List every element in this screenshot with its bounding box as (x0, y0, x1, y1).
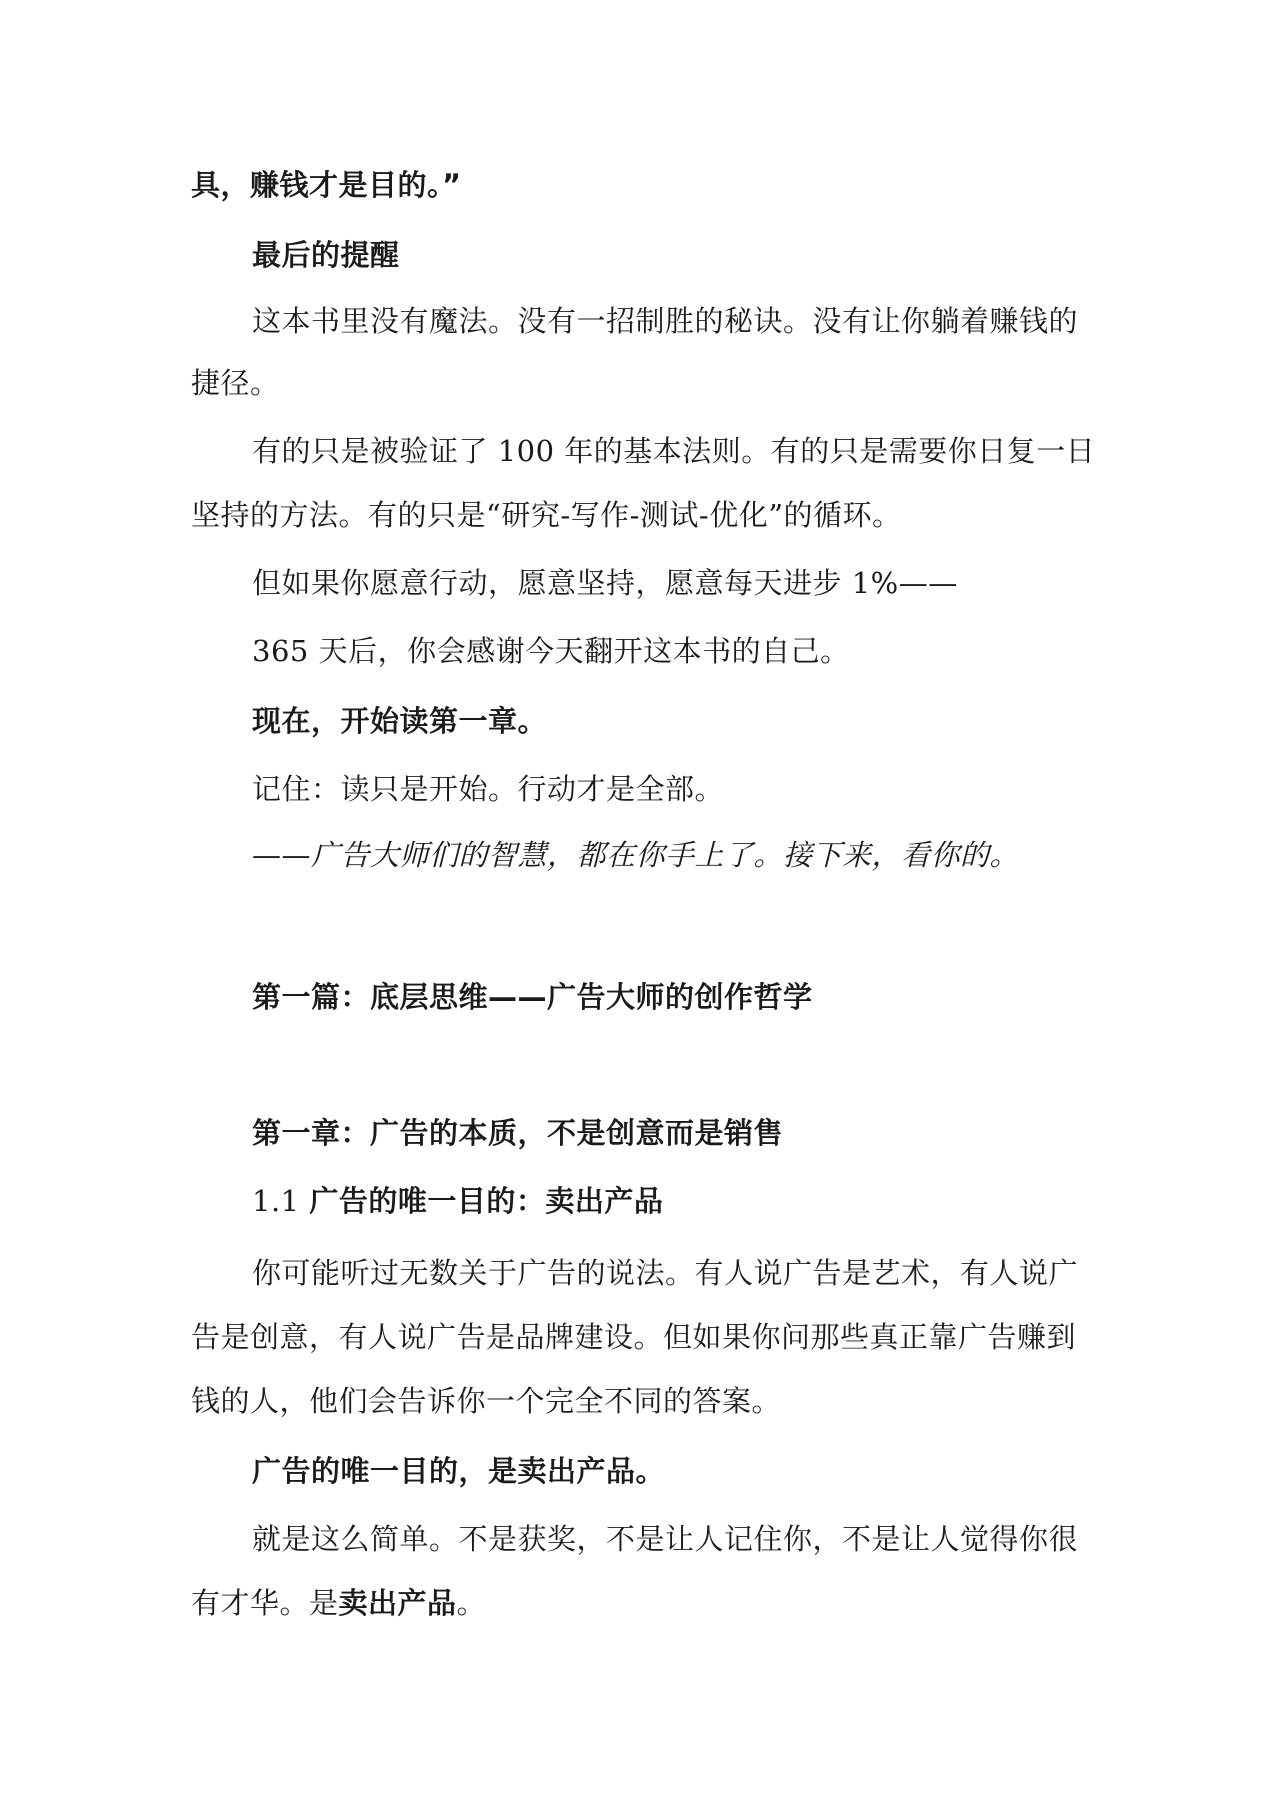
paragraph-line: 但如果你愿意行动，愿意坚持，愿意每天进步 1%—— (252, 566, 958, 600)
paragraph-line: 具，赚钱才是目的。” (191, 168, 462, 202)
paragraph-line: 就是这么简单。不是获奖，不是让人记住你，不是让人觉得你很 (252, 1522, 1079, 1556)
paragraph-line: 记住：读只是开始。行动才是全部。 (252, 772, 725, 806)
emphasis-line: 广告的唯一目的，是卖出产品。 (252, 1454, 666, 1488)
paragraph-line: 坚持的方法。有的只是“研究-写作-测试-优化”的循环。 (191, 498, 902, 532)
paragraph-line: 365 天后，你会感谢今天翻开这本书的自己。 (252, 634, 850, 668)
subsection-heading (252, 1180, 663, 1222)
paragraph-line: 有的只是被验证了 100 年的基本法则。有的只是需要你日复一日 (252, 434, 1096, 468)
paragraph-line: 你可能听过无数关于广告的说法。有人说广告是艺术，有人说广 (252, 1256, 1079, 1290)
chapter-heading: 第一章：广告的本质，不是创意而是销售 (252, 1116, 784, 1150)
emphasis-line: 现在，开始读第一章。 (252, 704, 548, 738)
subsection-title: 广告的唯一目的：卖出产品 (309, 1184, 664, 1218)
closing-quote: ——广告大师们的智慧，都在你手上了。接下来，看你的。 (252, 838, 1020, 872)
paragraph-line: 这本书里没有魔法。没有一招制胜的秘诀。没有让你躺着赚钱的 (252, 304, 1079, 338)
text-run: 有才华。是 (191, 1586, 339, 1620)
subsection-number: 1.1 (252, 1184, 310, 1218)
section-heading: 最后的提醒 (252, 238, 400, 272)
text-run: 。 (456, 1586, 487, 1620)
bold-run: 卖出产品 (338, 1586, 457, 1620)
paragraph-line (191, 1582, 486, 1624)
part-heading: 第一篇：底层思维——广告大师的创作哲学 (252, 980, 813, 1014)
paragraph-line: 告是创意，有人说广告是品牌建设。但如果你问那些真正靠广告赚到 (191, 1320, 1077, 1354)
paragraph-line: 捷径。 (191, 366, 280, 400)
paragraph-line: 钱的人，他们会告诉你一个完全不同的答案。 (191, 1384, 782, 1418)
